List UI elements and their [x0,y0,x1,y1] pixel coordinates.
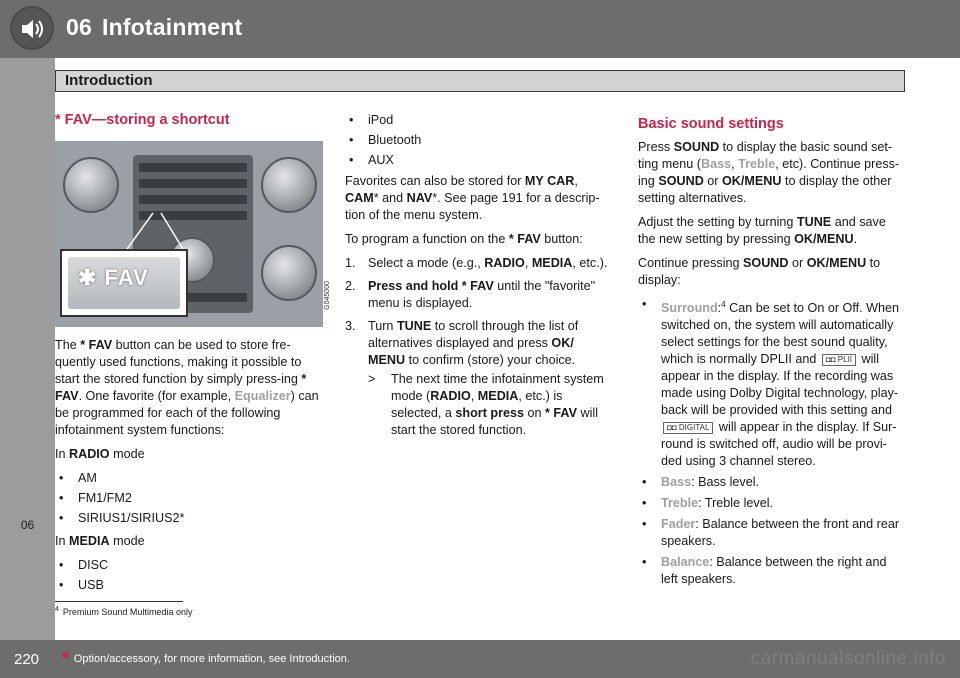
continue-paragraph: Continue pressing SOUND or OK/MENU to display: [638,256,881,287]
page-number: 220 [14,651,40,668]
fav-intro-paragraph: The * FAV button can be used to store fre-quently used functions, making it possible to start the stored function by simply press-ing * FAV. One favorite (for example, Equalizer) can be programmed for each of the following infotainment system functions: [55,338,319,437]
dolby-plii-icon: ◘◘ PLII [822,354,856,366]
sound-settings-list [638,296,906,588]
section-title: Introduction [65,72,153,89]
media-source-list [345,112,613,169]
option-note: * Option/accessory, for more information, see Introduction. [62,648,350,670]
figure-code: G045000 [324,281,331,310]
media-mode-label: In MEDIA mode [55,534,145,548]
list-item-treble: • Treble: Treble level. [638,495,906,512]
footnote-rule [55,601,183,602]
list-item-balance: • Balance: Balance between the right and left speakers. [638,554,906,588]
list-item-bass: • Bass: Bass level. [638,474,906,491]
section-box [55,70,905,92]
list-item: • USB [55,577,323,594]
media-mode-list [55,557,323,594]
watermark: carmanualsonline.info [750,648,946,669]
column-middle [345,112,613,445]
list-item: • AUX [345,152,613,169]
step-1: 1. Select a mode (e.g., RADIO, MEDIA, etc.). [345,256,608,270]
list-item: • AM [55,470,323,487]
asterisk-icon: * [62,648,70,670]
chapter-name: Infotainment [101,14,243,40]
side-tab-label: 06 [20,518,35,532]
sound-heading: Basic sound settings [638,116,784,132]
dolby-digital-icon: ◘◘ DIGITAL [663,422,713,434]
column-left [55,112,331,597]
fav-button-figure [55,141,331,327]
sound-intro: Press SOUND to display the basic sound set-ting menu (Bass, Treble, etc). Continue press-ing SOUND or OK/MENU to display the other setting alternatives. [638,140,900,205]
list-item-fader: • Fader: Balance between the front and rear speakers. [638,516,906,550]
side-chapter-tab [0,100,55,640]
page-footer [0,640,960,678]
favorites-paragraph: Favorites can also be stored for MY CAR, CAM* and NAV*. See page 191 for a descrip-tion of the menu system. [345,174,600,222]
list-item: • Bluetooth [345,132,613,149]
radio-mode-label: In RADIO mode [55,447,145,461]
program-steps [345,255,613,439]
radio-mode-list [55,470,323,527]
footnote: $^4$ Premium Sound Multimedia only [55,606,193,617]
list-item: • iPod [345,112,613,129]
fav-heading: * FAV—storing a shortcut [55,112,230,128]
section-bar [0,58,960,100]
chapter-header [0,0,960,58]
list-item: • DISC [55,557,323,574]
chapter-number: 06 [66,14,92,40]
step-2: 2. Press and hold * FAV until the "favorite" menu is displayed. [345,279,596,310]
fav-button-closeup [68,257,180,309]
fav-callout-label: ✱ FAV [78,265,149,290]
list-item: • FM1/FM2 [55,490,323,507]
program-intro: To program a function on the * FAV button: [345,232,583,246]
section-bar-tab [0,58,55,100]
step-3: 3. Turn TUNE to scroll through the list of alternatives displayed and press OK/ MENU to confirm (store) your choice. > The next time the infotainment system mode (RADIO, MEDIA, etc.) is selected, a short press on * FAV will start the stored function. [345,318,613,439]
speaker-icon [10,6,54,50]
adjust-paragraph: Adjust the setting by turning TUNE and save the new setting by pressing OK/MENU. [638,215,886,246]
column-right [638,112,906,591]
list-item: • SIRIUS1/SIRIUS2* [55,510,323,527]
list-item-surround: • Surround:$^4$ Can be set to On or Off. When switched on, the system will automatically select settings for the best sound quality, which is normally DPLII and ◘◘ PLII will appear in the display. If the recording was made using Dolby Digital technology, play-back will be provided with this setting and ◘◘ DIGITAL will appear in the display. If Sur-round is switched off, audio will be provi-ded using 3 channel stereo. [638,296,906,470]
chapter-title [66,14,242,41]
fav-callout [60,249,188,317]
step-3-result: > The next time the infotainment system mode (RADIO, MEDIA, etc.) is selected, a short press on * FAV will start the stored function. [368,372,604,437]
